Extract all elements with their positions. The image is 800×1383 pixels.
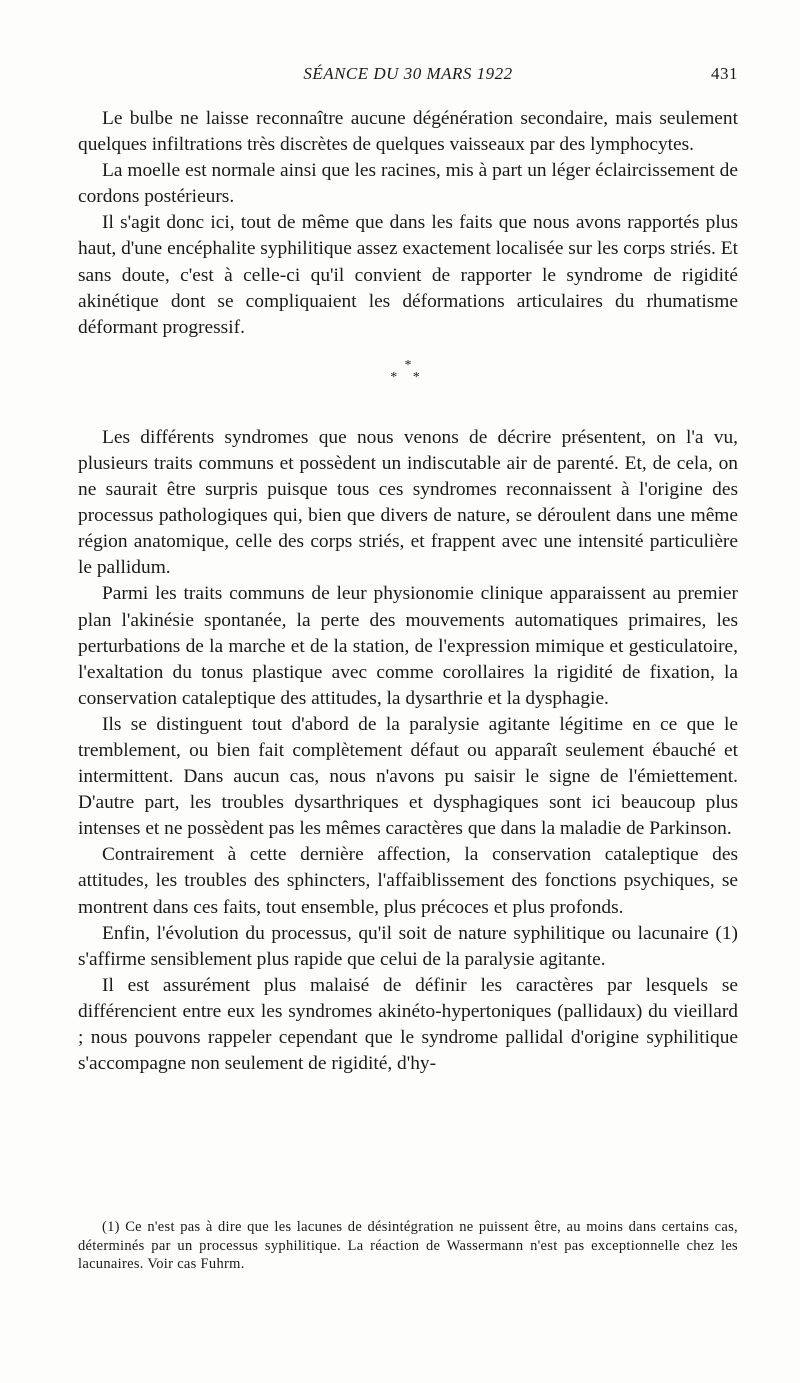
paragraph: La moelle est normale ainsi que les racines, mis à part un léger éclaircissement de cordons postérieurs. xyxy=(78,160,738,208)
paragraph: Contrairement à cette dernière affection, la conservation cataleptique des attitudes, les troubles des sphincters, l'affaiblissement des fonctions psychiques, se montrent dans ces faits, tout ensemble, plus précoces et plus profonds. xyxy=(78,844,738,918)
page-number: 431 xyxy=(711,64,738,83)
running-head xyxy=(78,64,738,88)
asterism-bottom: * * xyxy=(390,369,426,385)
main-text xyxy=(78,106,738,1077)
paragraph: Enfin, l'évolution du processus, qu'il soit de nature syphilitique ou lacunaire (1) s'affirme sensiblement plus rapide que celui de la paralysie agitante. xyxy=(78,922,738,970)
footnote xyxy=(78,1218,738,1274)
footnote-text: (1) Ce n'est pas à dire que les lacunes de désintégration ne puissent être, au moins dans certains cas, déterminés par un processus syphilitique. La réaction de Wassermann n'est pas exceptionnelle chez les lacunaires. Voir cas Fuhrm. xyxy=(78,1219,738,1272)
paragraph: Le bulbe ne laisse reconnaître aucune dégénération secondaire, mais seulement quelques infiltrations très discrètes de quelques vaisseaux par des lymphocytes. xyxy=(78,108,738,156)
paragraph: Il est assurément plus malaisé de définir les caractères par lesquels se différencient entre eux les syndromes akinéto-hypertoniques (pallidaux) du vieillard ; nous pouvons rappeler cependant que le syndrome pallidal d'origine syphilitique s'accompagne non seulement de rigidité, d'hy- xyxy=(78,974,738,1075)
paragraph: Ils se distinguent tout d'abord de la paralysie agitante légitime en ce que le tremblement, ou bien fait complètement défaut ou apparaît seulement ébauché et intermittent. Dans aucun cas, nous n'avons pu saisir le signe de l'émiettement. D'autre part, les troubles dysarthriques et dysphagiques sont ici beaucoup plus intenses et ne possèdent pas les mêmes caractères que dans la maladie de Parkinson. xyxy=(78,713,738,840)
paragraph: Les différents syndromes que nous venons de décrire présentent, on l'a vu, plusieurs traits communs et possèdent un indiscutable air de parenté. Et, de cela, on ne saurait être surpris puisque tous ces syndromes reconnaissent à l'origine des processus pathologiques qui, bien que divers de nature, se déroulent dans une même région anatomique, celle des corps striés, et frappent avec une intensité particulière le pallidum. xyxy=(78,426,738,579)
paragraph: Parmi les traits communs de leur physionomie clinique apparaissent au premier plan l'akinésie spontanée, la perte des mouvements automatiques primaires, les perturbations de la marche et de la station, de l'expression mimique et gesticulatoire, l'exaltation du tonus plastique avec comme corollaires la rigidité de fixation, la conservation cataleptique des attitudes, la dysarthrie et la dysphagie. xyxy=(78,583,738,709)
asterism-top: * xyxy=(404,357,412,373)
paragraph: Il s'agit donc ici, tout de même que dans les faits que nous avons rapportés plus haut, d'une encéphalite syphilitique assez exactement localisée sur les corps striés. Et sans doute, c'est à celle-ci qu'il convient de rapporter le syndrome de rigidité akinétique dont se compliquaient les déformations articulaires du rhumatisme déformant progressif. xyxy=(78,212,738,338)
running-title: SÉANCE DU 30 MARS 1922 xyxy=(303,64,513,83)
section-asterism xyxy=(78,341,738,425)
